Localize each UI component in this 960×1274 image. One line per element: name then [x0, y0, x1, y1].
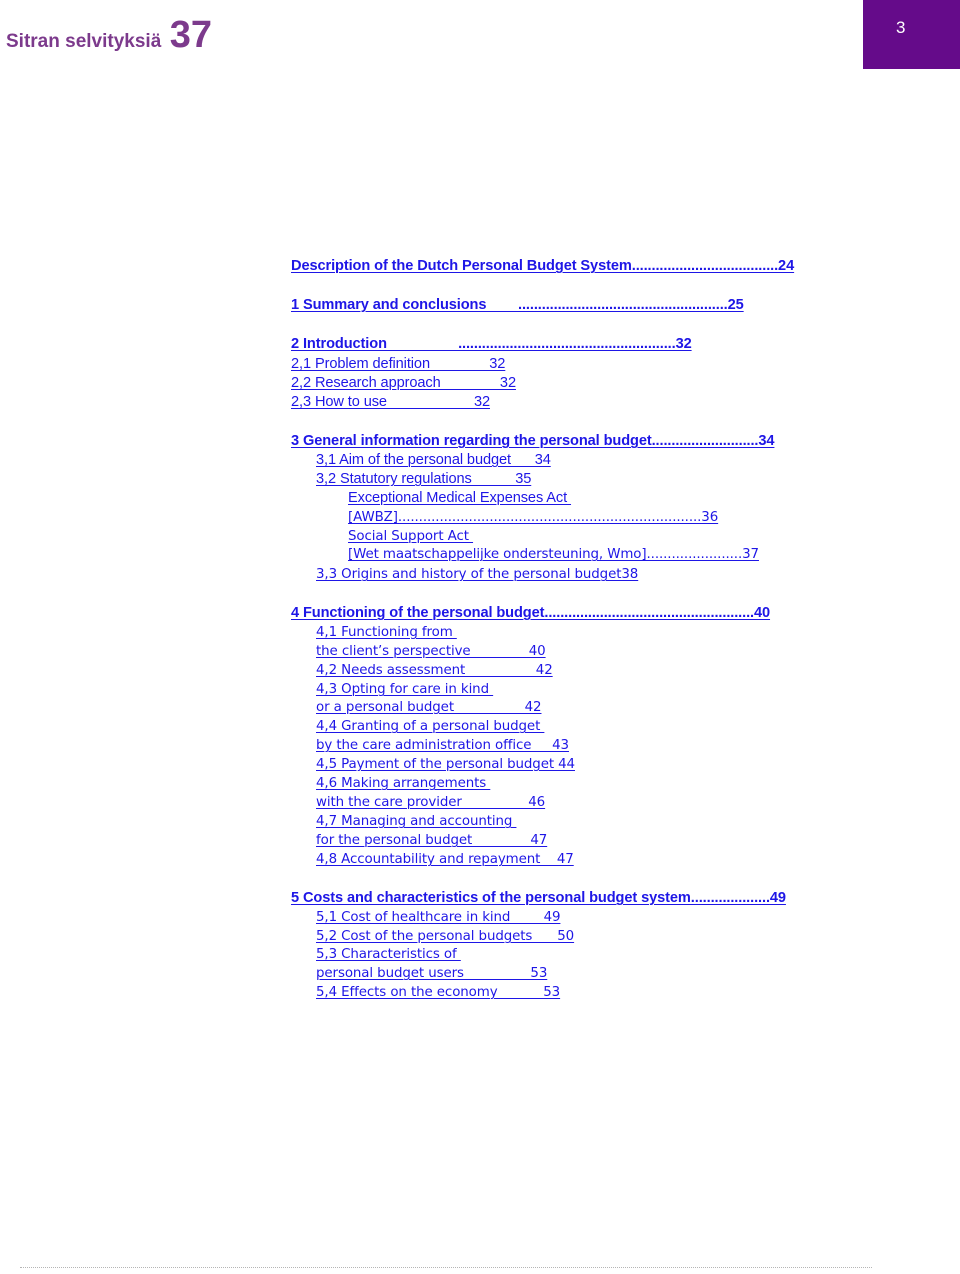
toc-heading-3[interactable]: 3 General information regarding the personal budget...........................34 — [291, 433, 775, 449]
toc-entry-4-7-line2[interactable]: for the personal budget 47 — [316, 833, 548, 848]
toc-entry-5-3-line1[interactable]: 5,3 Characteristics of — [316, 947, 461, 962]
toc-entry-4-4-line1[interactable]: 4,4 Granting of a personal budget — [316, 719, 545, 734]
toc-entry-wmo-line2[interactable]: [Wet maatschappelijke ondersteuning, Wmo].......................37 — [348, 547, 759, 562]
toc-entry-2-2[interactable]: 2,2 Research approach 32 — [291, 375, 516, 391]
toc-heading-description[interactable]: Description of the Dutch Personal Budget System.....................................24 — [291, 258, 795, 274]
page-number: 3 — [896, 18, 906, 37]
toc-entry-4-3-line1[interactable]: 4,3 Opting for care in kind — [316, 682, 494, 697]
toc-entry-5-4[interactable]: 5,4 Effects on the economy 53 — [316, 985, 561, 1000]
toc-entry-4-1-line1[interactable]: 4,1 Functioning from — [316, 625, 457, 640]
toc-entry-2-1[interactable]: 2,1 Problem definition 32 — [291, 356, 506, 372]
footer-divider — [20, 1267, 872, 1268]
toc-entry-4-4-line2[interactable]: by the care administration office 43 — [316, 738, 569, 753]
toc-entry-awbz-line1[interactable]: Exceptional Medical Expenses Act — [348, 490, 572, 506]
toc-entry-2-3[interactable]: 2,3 How to use 32 — [291, 394, 490, 410]
toc-entry-5-1[interactable]: 5,1 Cost of healthcare in kind 49 — [316, 910, 561, 925]
toc-entry-wmo-line1[interactable]: Social Support Act — [348, 529, 474, 544]
toc-heading-2[interactable]: 2 Introduction .......................................................32 — [291, 336, 692, 352]
toc-entry-4-3-line2[interactable]: or a personal budget 42 — [316, 700, 542, 715]
toc-entry-5-2[interactable]: 5,2 Cost of the personal budgets 50 — [316, 929, 575, 944]
toc-entry-5-3-line2[interactable]: personal budget users 53 — [316, 966, 548, 981]
toc-entry-4-6-line1[interactable]: 4,6 Making arrangements — [316, 776, 491, 791]
toc-entry-4-5[interactable]: 4,5 Payment of the personal budget 44 — [316, 757, 575, 772]
series-number: 37 — [169, 14, 212, 56]
toc-entry-3-1[interactable]: 3,1 Aim of the personal budget 34 — [316, 452, 551, 468]
toc-heading-4[interactable]: 4 Functioning of the personal budget.....................................................40 — [291, 605, 771, 621]
toc-entry-4-6-line2[interactable]: with the care provider 46 — [316, 795, 546, 810]
toc-heading-1[interactable]: 1 Summary and conclusions .....................................................25 — [291, 297, 744, 313]
toc-entry-4-7-line1[interactable]: 4,7 Managing and accounting — [316, 814, 517, 829]
toc-entry-4-2[interactable]: 4,2 Needs assessment 42 — [316, 663, 553, 678]
toc-entry-awbz-line2[interactable]: [AWBZ].........................................................................36 — [348, 510, 719, 525]
toc-entry-4-1-line2[interactable]: the client’s perspective 40 — [316, 644, 546, 659]
series-name: Sitran selvityksiä — [6, 31, 162, 52]
toc-entry-4-8[interactable]: 4,8 Accountability and repayment 47 — [316, 852, 574, 867]
toc-entry-3-2[interactable]: 3,2 Statutory regulations 35 — [316, 471, 532, 487]
toc-entry-3-3[interactable]: 3,3 Origins and history of the personal budget38 — [316, 567, 639, 582]
toc-heading-5[interactable]: 5 Costs and characteristics of the personal budget system....................49 — [291, 890, 786, 906]
